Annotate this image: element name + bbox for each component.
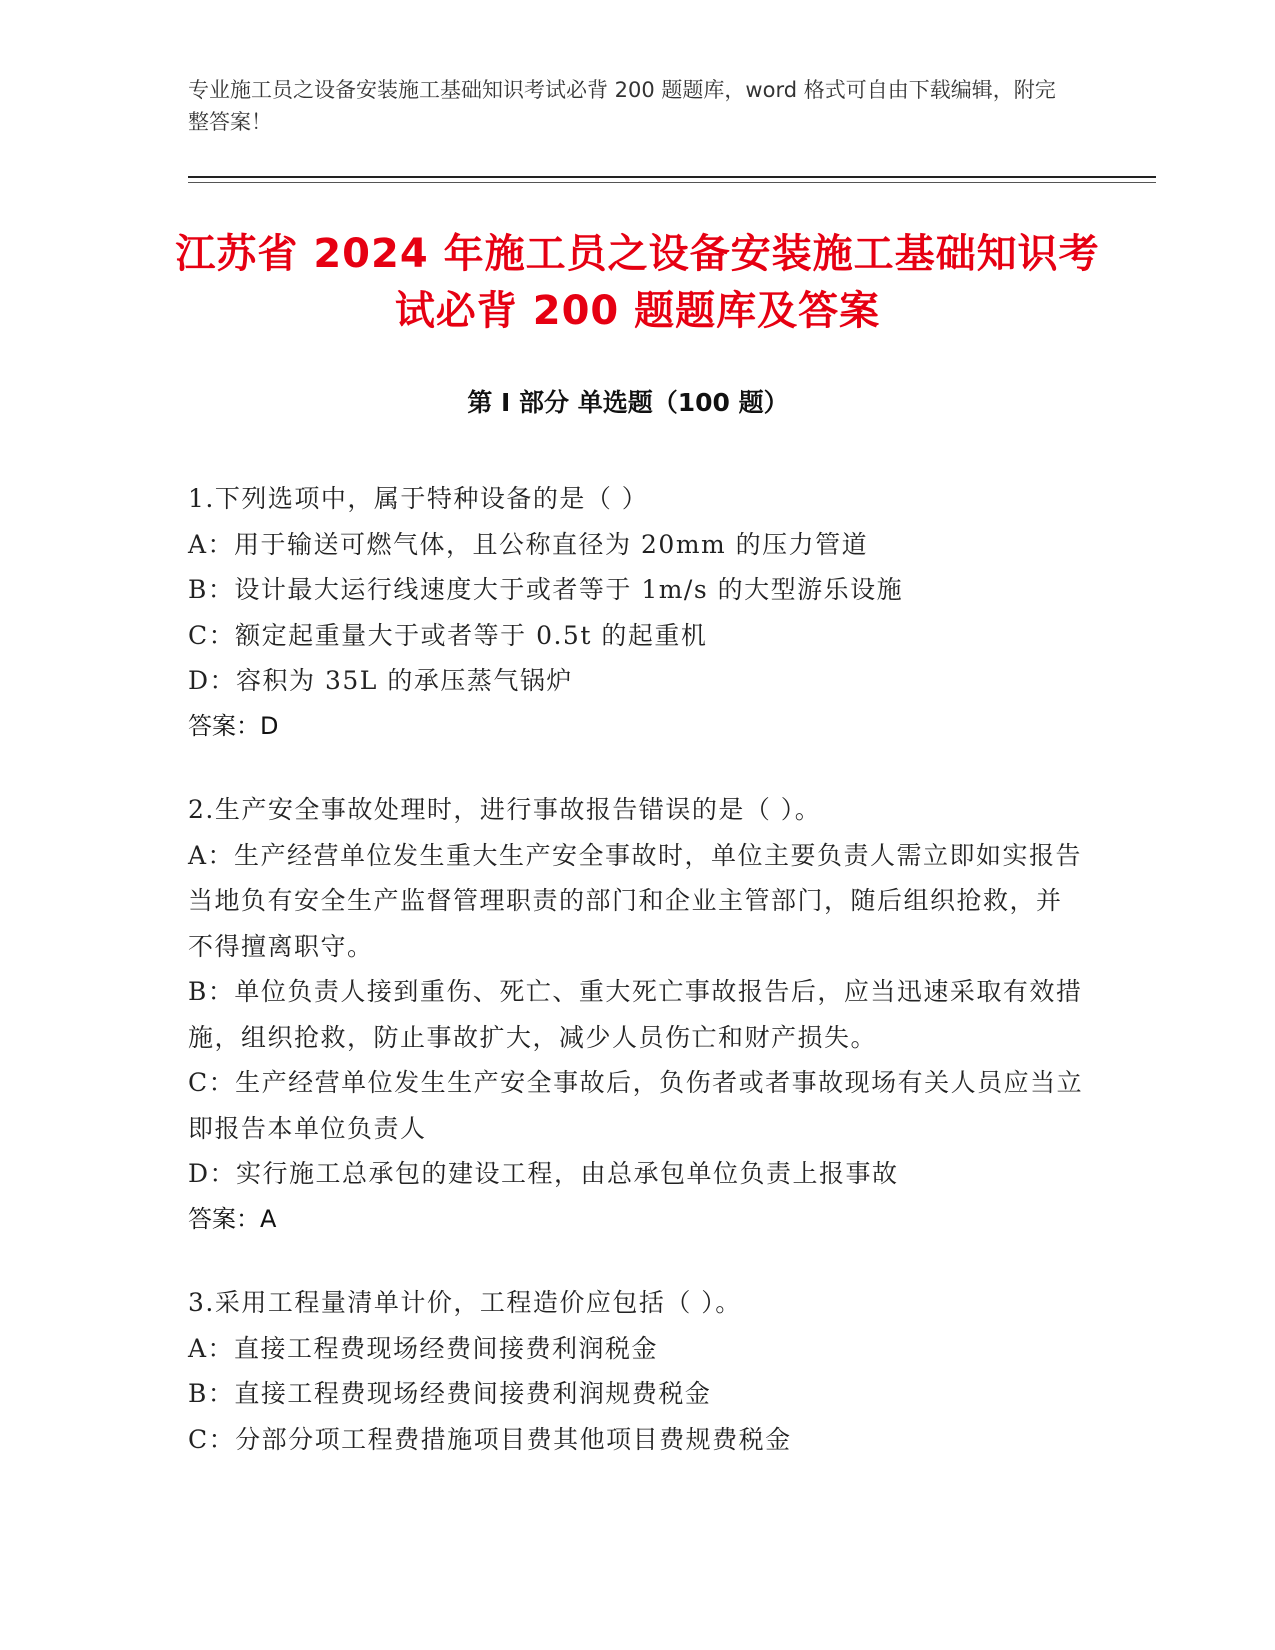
question-3 [188, 1280, 1088, 1462]
option-b: B：直接工程费现场经费间接费利润规费税金 [188, 1379, 712, 1408]
section-title: 第 I 部分 单选题（100 题） [467, 388, 789, 417]
option-a: A：用于输送可燃气体，且公称直径为 20mm 的压力管道 [188, 529, 869, 559]
question-list [188, 476, 1088, 1500]
option-c: C：生产经营单位发生生产安全事故后，负伤者或者事故现场有关人员应当立即报告本单位负责人 [188, 1068, 1084, 1143]
header-rule-thin [188, 182, 1156, 183]
answer-label: 答案：A [188, 1204, 277, 1233]
option-d: D：容积为 35L 的承压蒸气锅炉 [188, 666, 573, 695]
option-a: A：生产经营单位发生重大生产安全事故时，单位主要负责人需立即如实报告当地负有安全生产监督管理职责的部门和企业主管部门，随后组织抢救，并不得擅离职守。 [188, 840, 1083, 961]
question-stem: 2.生产安全事故处理时，进行事故报告错误的是（ ）。 [188, 795, 822, 824]
option-d: D：实行施工总承包的建设工程，由总承包单位负责上报事故 [188, 1159, 899, 1188]
option-b: B：单位负责人接到重伤、死亡、重大死亡事故报告后，应当迅速采取有效措施，组织抢救，防止事故扩大，减少人员伤亡和财产损失。 [188, 977, 1083, 1052]
question-1 [188, 476, 1088, 749]
question-stem: 3.采用工程量清单计价，工程造价应包括（ ）。 [188, 1288, 742, 1317]
question-2 [188, 787, 1088, 1242]
header-note: 专业施工员之设备安装施工基础知识考试必背 200 题题库，word 格式可自由下载编辑，附完整答案！ [188, 78, 1056, 134]
question-stem: 1.下列选项中，属于特种设备的是（ ） [188, 484, 649, 513]
option-b: B：设计最大运行线速度大于或者等于 1m/s 的大型游乐设施 [188, 575, 904, 604]
header-rule-thick [188, 176, 1156, 178]
option-c: C：额定起重量大于或者等于 0.5t 的起重机 [188, 620, 708, 650]
answer-label: 答案：D [188, 711, 279, 740]
option-c: C：分部分项工程费措施项目费其他项目费规费税金 [188, 1424, 792, 1454]
document-title: 江苏省 2024 年施工员之设备安装施工基础知识考试必背 200 题题库及答案 [175, 231, 1100, 334]
option-a: A：直接工程费现场经费间接费利润税金 [188, 1333, 659, 1363]
